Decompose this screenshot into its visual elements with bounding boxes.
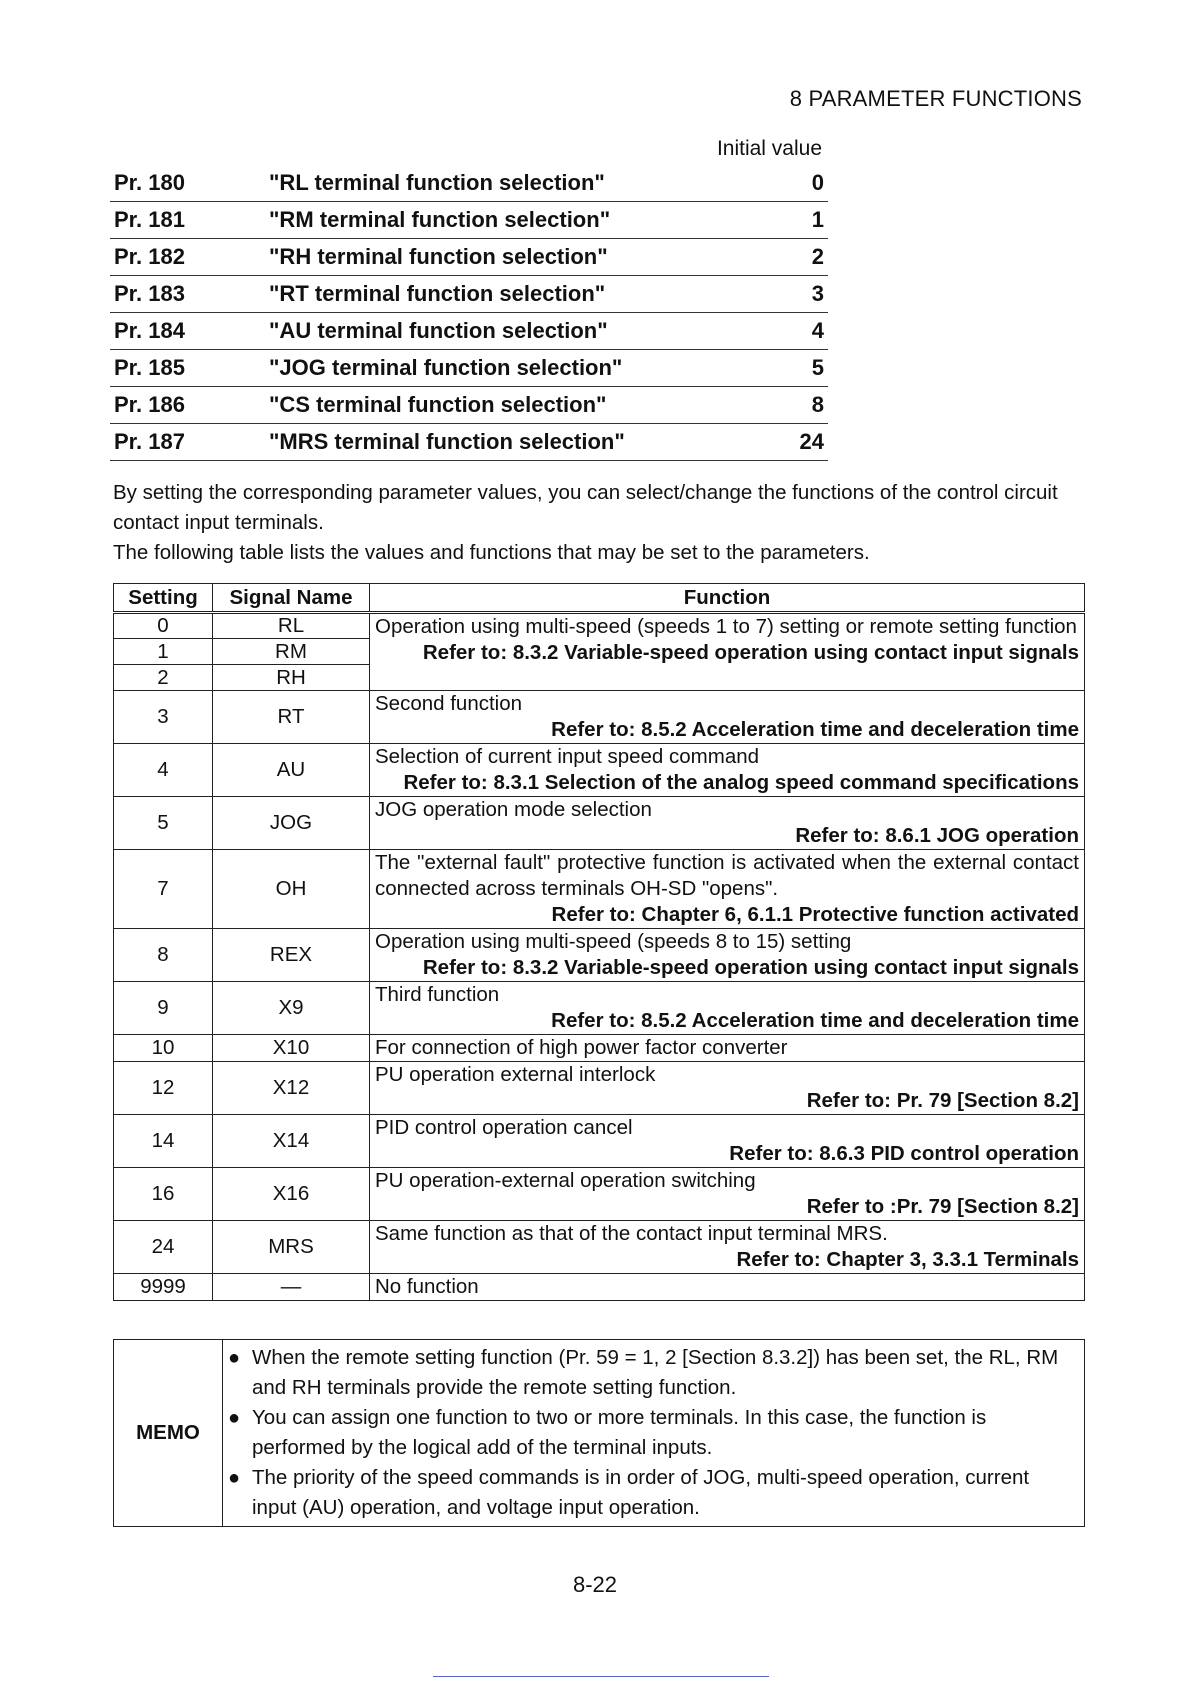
table-row <box>114 797 1085 850</box>
memo-item <box>224 1343 1083 1403</box>
param-row <box>110 202 828 239</box>
memo-box <box>113 1339 1085 1527</box>
signal-cell: X16 <box>213 1168 370 1221</box>
function-cell <box>370 1062 1085 1115</box>
setting-cell: 16 <box>114 1168 213 1221</box>
signal-cell: RM <box>213 639 370 665</box>
param-initial-value: 3 <box>811 281 824 306</box>
param-name: "CS terminal function selection" <box>269 392 607 417</box>
param-number: Pr. 186 <box>114 392 185 417</box>
setting-cell: 2 <box>114 665 213 691</box>
function-text: No function <box>375 1275 479 1298</box>
setting-cell: 1 <box>114 639 213 665</box>
signal-cell: X9 <box>213 982 370 1035</box>
memo-content <box>223 1340 1085 1527</box>
param-row <box>110 424 828 461</box>
setting-cell: 14 <box>114 1115 213 1168</box>
bullet-icon: ● <box>228 1407 241 1429</box>
function-text: Operation using multi-speed (speeds 8 to 15) setting <box>375 930 852 953</box>
param-initial-value: 8 <box>811 392 824 417</box>
signal-cell: MRS <box>213 1221 370 1274</box>
function-text: JOG operation mode selection <box>375 798 652 821</box>
setting-cell: 9999 <box>114 1274 213 1301</box>
signal-cell: RL <box>213 613 370 639</box>
param-initial-value: 24 <box>799 429 824 454</box>
function-cell <box>370 1115 1085 1168</box>
setting-cell: 8 <box>114 929 213 982</box>
function-text: Operation using multi-speed (speeds 1 to 7) setting or remote setting function <box>375 615 1077 638</box>
param-number: Pr. 180 <box>114 170 185 195</box>
parameter-list <box>110 133 828 461</box>
param-number: Pr. 187 <box>114 429 185 454</box>
function-reference: Refer to: 8.3.1 Selection of the analog speed command specifications <box>403 771 1079 794</box>
param-initial-value: 0 <box>811 170 824 195</box>
setting-cell: 0 <box>114 613 213 639</box>
function-cell <box>370 982 1085 1035</box>
memo-item-text: You can assign one function to two or more terminals. In this case, the function is performed by the logical add of the terminal inputs. <box>252 1406 987 1459</box>
param-number: Pr. 181 <box>114 207 185 232</box>
signal-cell: REX <box>213 929 370 982</box>
signal-cell: X10 <box>213 1035 370 1062</box>
header-signal-name: Signal Name <box>213 584 370 613</box>
table-row <box>114 1274 1085 1301</box>
signal-cell: RH <box>213 665 370 691</box>
page-number: 8-22 <box>572 1572 618 1597</box>
param-initial-value: 5 <box>811 355 824 380</box>
function-text: PID control operation cancel <box>375 1116 633 1139</box>
function-cell <box>370 1221 1085 1274</box>
signal-cell: OH <box>213 850 370 929</box>
param-name: "MRS terminal function selection" <box>269 429 625 454</box>
function-cell <box>370 1168 1085 1221</box>
function-reference: Refer to: 8.5.2 Acceleration time and deceleration time <box>551 718 1079 741</box>
intro-paragraph: The following table lists the values and functions that may be set to the parameters. <box>113 541 870 564</box>
function-text: PU operation external interlock <box>375 1063 656 1086</box>
table-row <box>114 1168 1085 1221</box>
function-text: Third function <box>375 983 500 1006</box>
function-reference: Refer to: Chapter 3, 3.3.1 Terminals <box>736 1248 1079 1271</box>
function-text: Second function <box>375 692 523 715</box>
function-cell <box>370 691 1085 744</box>
setting-cell: 12 <box>114 1062 213 1115</box>
signal-cell: — <box>213 1274 370 1301</box>
param-name: "JOG terminal function selection" <box>269 355 623 380</box>
table-row <box>114 929 1085 982</box>
setting-cell: 4 <box>114 744 213 797</box>
function-cell <box>370 850 1085 929</box>
param-initial-value: 4 <box>811 318 824 343</box>
param-row <box>110 387 828 424</box>
function-cell <box>370 613 1085 691</box>
signal-cell: RT <box>213 691 370 744</box>
chapter-header: 8 PARAMETER FUNCTIONS <box>789 86 1082 111</box>
table-row <box>114 1221 1085 1274</box>
intro-paragraph: By setting the corresponding parameter values, you can select/change the functions of the control circuit contact input terminals. <box>113 481 1058 534</box>
setting-cell: 10 <box>114 1035 213 1062</box>
table-row <box>114 1115 1085 1168</box>
table-row <box>114 982 1085 1035</box>
table-row <box>114 1035 1085 1062</box>
function-reference: Refer to :Pr. 79 [Section 8.2] <box>806 1195 1079 1218</box>
function-reference: Refer to: 8.3.2 Variable-speed operation using contact input signals <box>422 956 1079 979</box>
param-number: Pr. 183 <box>114 281 185 306</box>
function-table <box>113 583 1085 1301</box>
param-name: "AU terminal function selection" <box>269 318 608 343</box>
function-reference: Refer to: 8.3.2 Variable-speed operation using contact input signals <box>422 641 1079 664</box>
bullet-icon: ● <box>228 1347 241 1369</box>
param-name: "RH terminal function selection" <box>269 244 608 269</box>
signal-cell: X14 <box>213 1115 370 1168</box>
function-text: For connection of high power factor converter <box>375 1036 788 1059</box>
function-reference: Refer to: 8.5.2 Acceleration time and deceleration time <box>551 1009 1079 1032</box>
setting-cell: 3 <box>114 691 213 744</box>
signal-cell: X12 <box>213 1062 370 1115</box>
setting-cell: 9 <box>114 982 213 1035</box>
intro-text <box>113 478 1083 568</box>
function-reference: Refer to: 8.6.3 PID control operation <box>729 1142 1079 1165</box>
function-cell <box>370 929 1085 982</box>
table-row <box>114 850 1085 929</box>
param-row <box>110 350 828 387</box>
param-row <box>110 239 828 276</box>
param-name: "RM terminal function selection" <box>269 207 611 232</box>
bullet-icon: ● <box>228 1467 241 1489</box>
function-reference: Refer to: Chapter 6, 6.1.1 Protective function activated <box>551 903 1079 926</box>
footer-divider <box>433 1676 769 1677</box>
function-cell <box>370 1274 1085 1301</box>
param-number: Pr. 182 <box>114 244 185 269</box>
table-row <box>114 613 1085 639</box>
memo-label: MEMO <box>114 1340 223 1527</box>
param-number: Pr. 184 <box>114 318 185 343</box>
setting-cell: 24 <box>114 1221 213 1274</box>
function-reference: Refer to: Pr. 79 [Section 8.2] <box>806 1089 1079 1112</box>
header-function: Function <box>370 584 1085 613</box>
memo-item <box>224 1403 1083 1463</box>
header-setting: Setting <box>114 584 213 613</box>
param-row <box>110 313 828 350</box>
table-row <box>114 691 1085 744</box>
param-number: Pr. 185 <box>114 355 185 380</box>
function-cell <box>370 1035 1085 1062</box>
function-text: Same function as that of the contact input terminal MRS. <box>375 1222 888 1245</box>
initial-value-label: Initial value <box>716 137 822 160</box>
signal-cell: JOG <box>213 797 370 850</box>
param-initial-value: 2 <box>811 244 824 269</box>
param-name: "RT terminal function selection" <box>269 281 606 306</box>
signal-cell: AU <box>213 744 370 797</box>
setting-cell: 5 <box>114 797 213 850</box>
param-name: "RL terminal function selection" <box>269 170 605 195</box>
param-row <box>110 276 828 313</box>
function-text: Selection of current input speed command <box>375 745 760 768</box>
setting-cell: 7 <box>114 850 213 929</box>
param-initial-value: 1 <box>811 207 824 232</box>
function-cell <box>370 797 1085 850</box>
function-text: The "external fault" protective function is activated when the external contact connected across terminals OH-SD "opens". <box>375 851 1079 900</box>
memo-item <box>224 1463 1083 1523</box>
function-reference: Refer to: 8.6.1 JOG operation <box>795 824 1079 847</box>
function-text: PU operation-external operation switching <box>375 1169 756 1192</box>
table-row <box>114 1062 1085 1115</box>
memo-item-text: The priority of the speed commands is in order of JOG, multi-speed operation, current input (AU) operation, and voltage input operation. <box>252 1466 1030 1519</box>
param-row <box>110 165 828 202</box>
memo-item-text: When the remote setting function (Pr. 59 = 1, 2 [Section 8.3.2]) has been set, the RL, RM and RH terminals provide the remote setting function. <box>252 1346 1059 1399</box>
table-row <box>114 744 1085 797</box>
function-cell <box>370 744 1085 797</box>
